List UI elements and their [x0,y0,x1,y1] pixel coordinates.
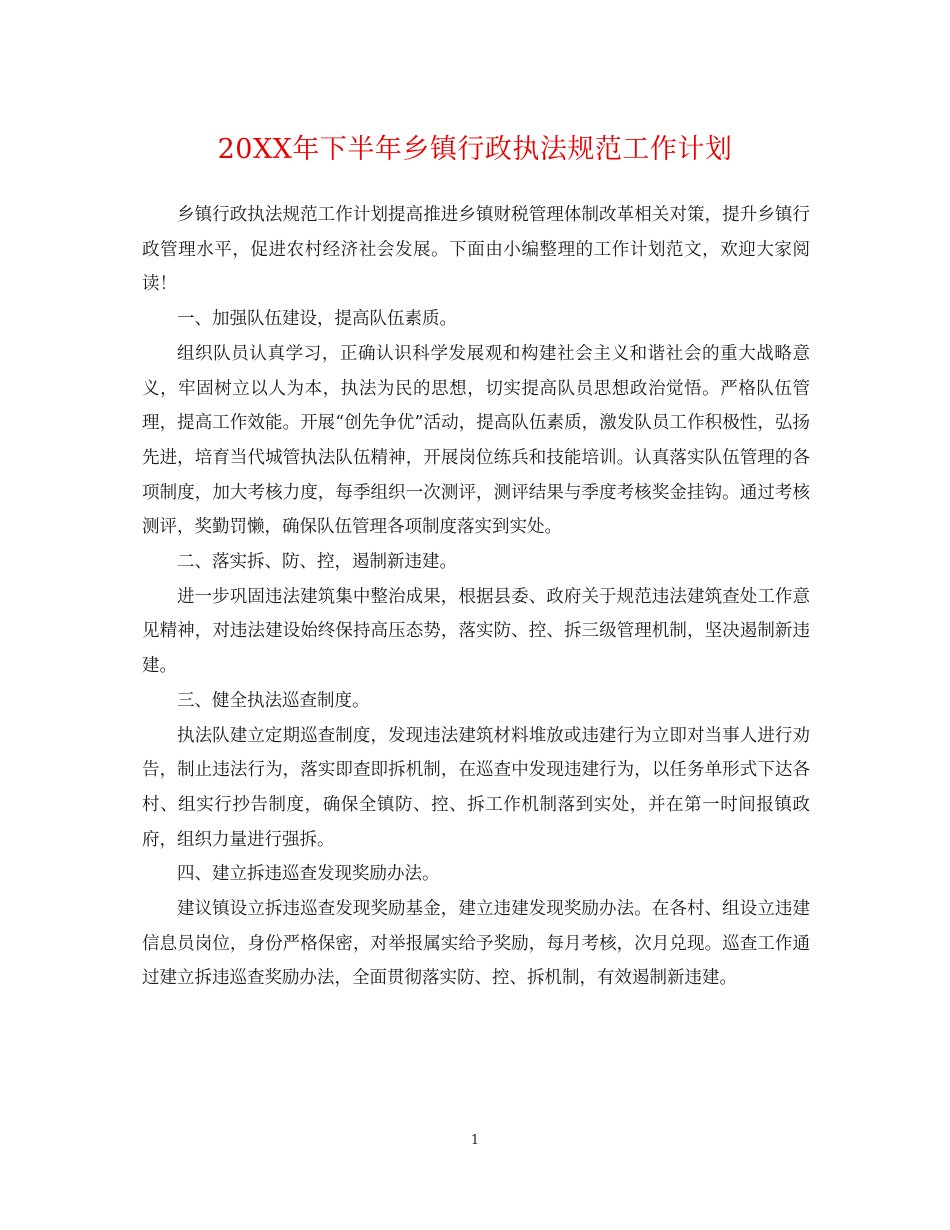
page-number: 1 [470,1133,480,1148]
section-heading-4: 四、建立拆违巡查发现奖励办法。 [177,864,440,885]
document-title: 20XX年下半年乡镇行政执法规范工作计划 [217,134,733,165]
paragraph-section-3: 执法队建立定期巡查制度，发现违法建筑材料堆放或违建行为立即对当事人进行劝告，制止违法行为，落实即查即拆机制，在巡查中发现违建行为，以任务单形式下达各村、组实行抄告制度，确保全镇防、控、拆工作机制落到实处，并在第一时间报镇政府，组织力量进行强拆。 [142,725,810,850]
paragraph-intro: 乡镇行政执法规范工作计划提高推进乡镇财税管理体制改革相关对策，提升乡镇行政管理水平，促进农村经济社会发展。下面由小编整理的工作计划范文，欢迎大家阅读！ [142,205,810,295]
document-body [142,198,810,996]
section-heading-2: 二、落实拆、防、控，遏制新违建。 [177,552,457,573]
paragraph-section-1: 组织队员认真学习，正确认识科学发展观和构建社会主义和谐社会的重大战略意义，牢固树立以人为本，执法为民的思想，切实提高队员思想政治觉悟。严格队伍管理，提高工作效能。开展“创先争优”活动，提高队伍素质，激发队员工作积极性，弘扬先进，培育当代城管执法队伍精神，开展岗位练兵和技能培训。认真落实队伍管理的各项制度，加大考核力度，每季组织一次测评，测评结果与季度考核奖金挂钩。通过考核测评，奖勤罚懒，确保队伍管理各项制度落实到实处。 [142,343,810,538]
section-heading-3: 三、健全执法巡查制度。 [177,690,370,711]
paragraph-section-4: 建议镇设立拆违巡查发现奖励基金，建立违建发现奖励办法。在各村、组设立违建信息员岗位，身份严格保密，对举报属实给予奖励，每月考核，次月兑现。巡查工作通过建立拆违巡查奖励办法，全面贯彻落实防、控、拆机制，有效遏制新违建。 [142,899,810,989]
paragraph-section-2: 进一步巩固违法建筑集中整治成果，根据县委、政府关于规范违法建筑查处工作意见精神，对违法建设始终保持高压态势，落实防、控、拆三级管理机制，坚决遏制新违建。 [142,586,810,677]
section-heading-1: 一、加强队伍建设，提高队伍素质。 [177,309,457,330]
